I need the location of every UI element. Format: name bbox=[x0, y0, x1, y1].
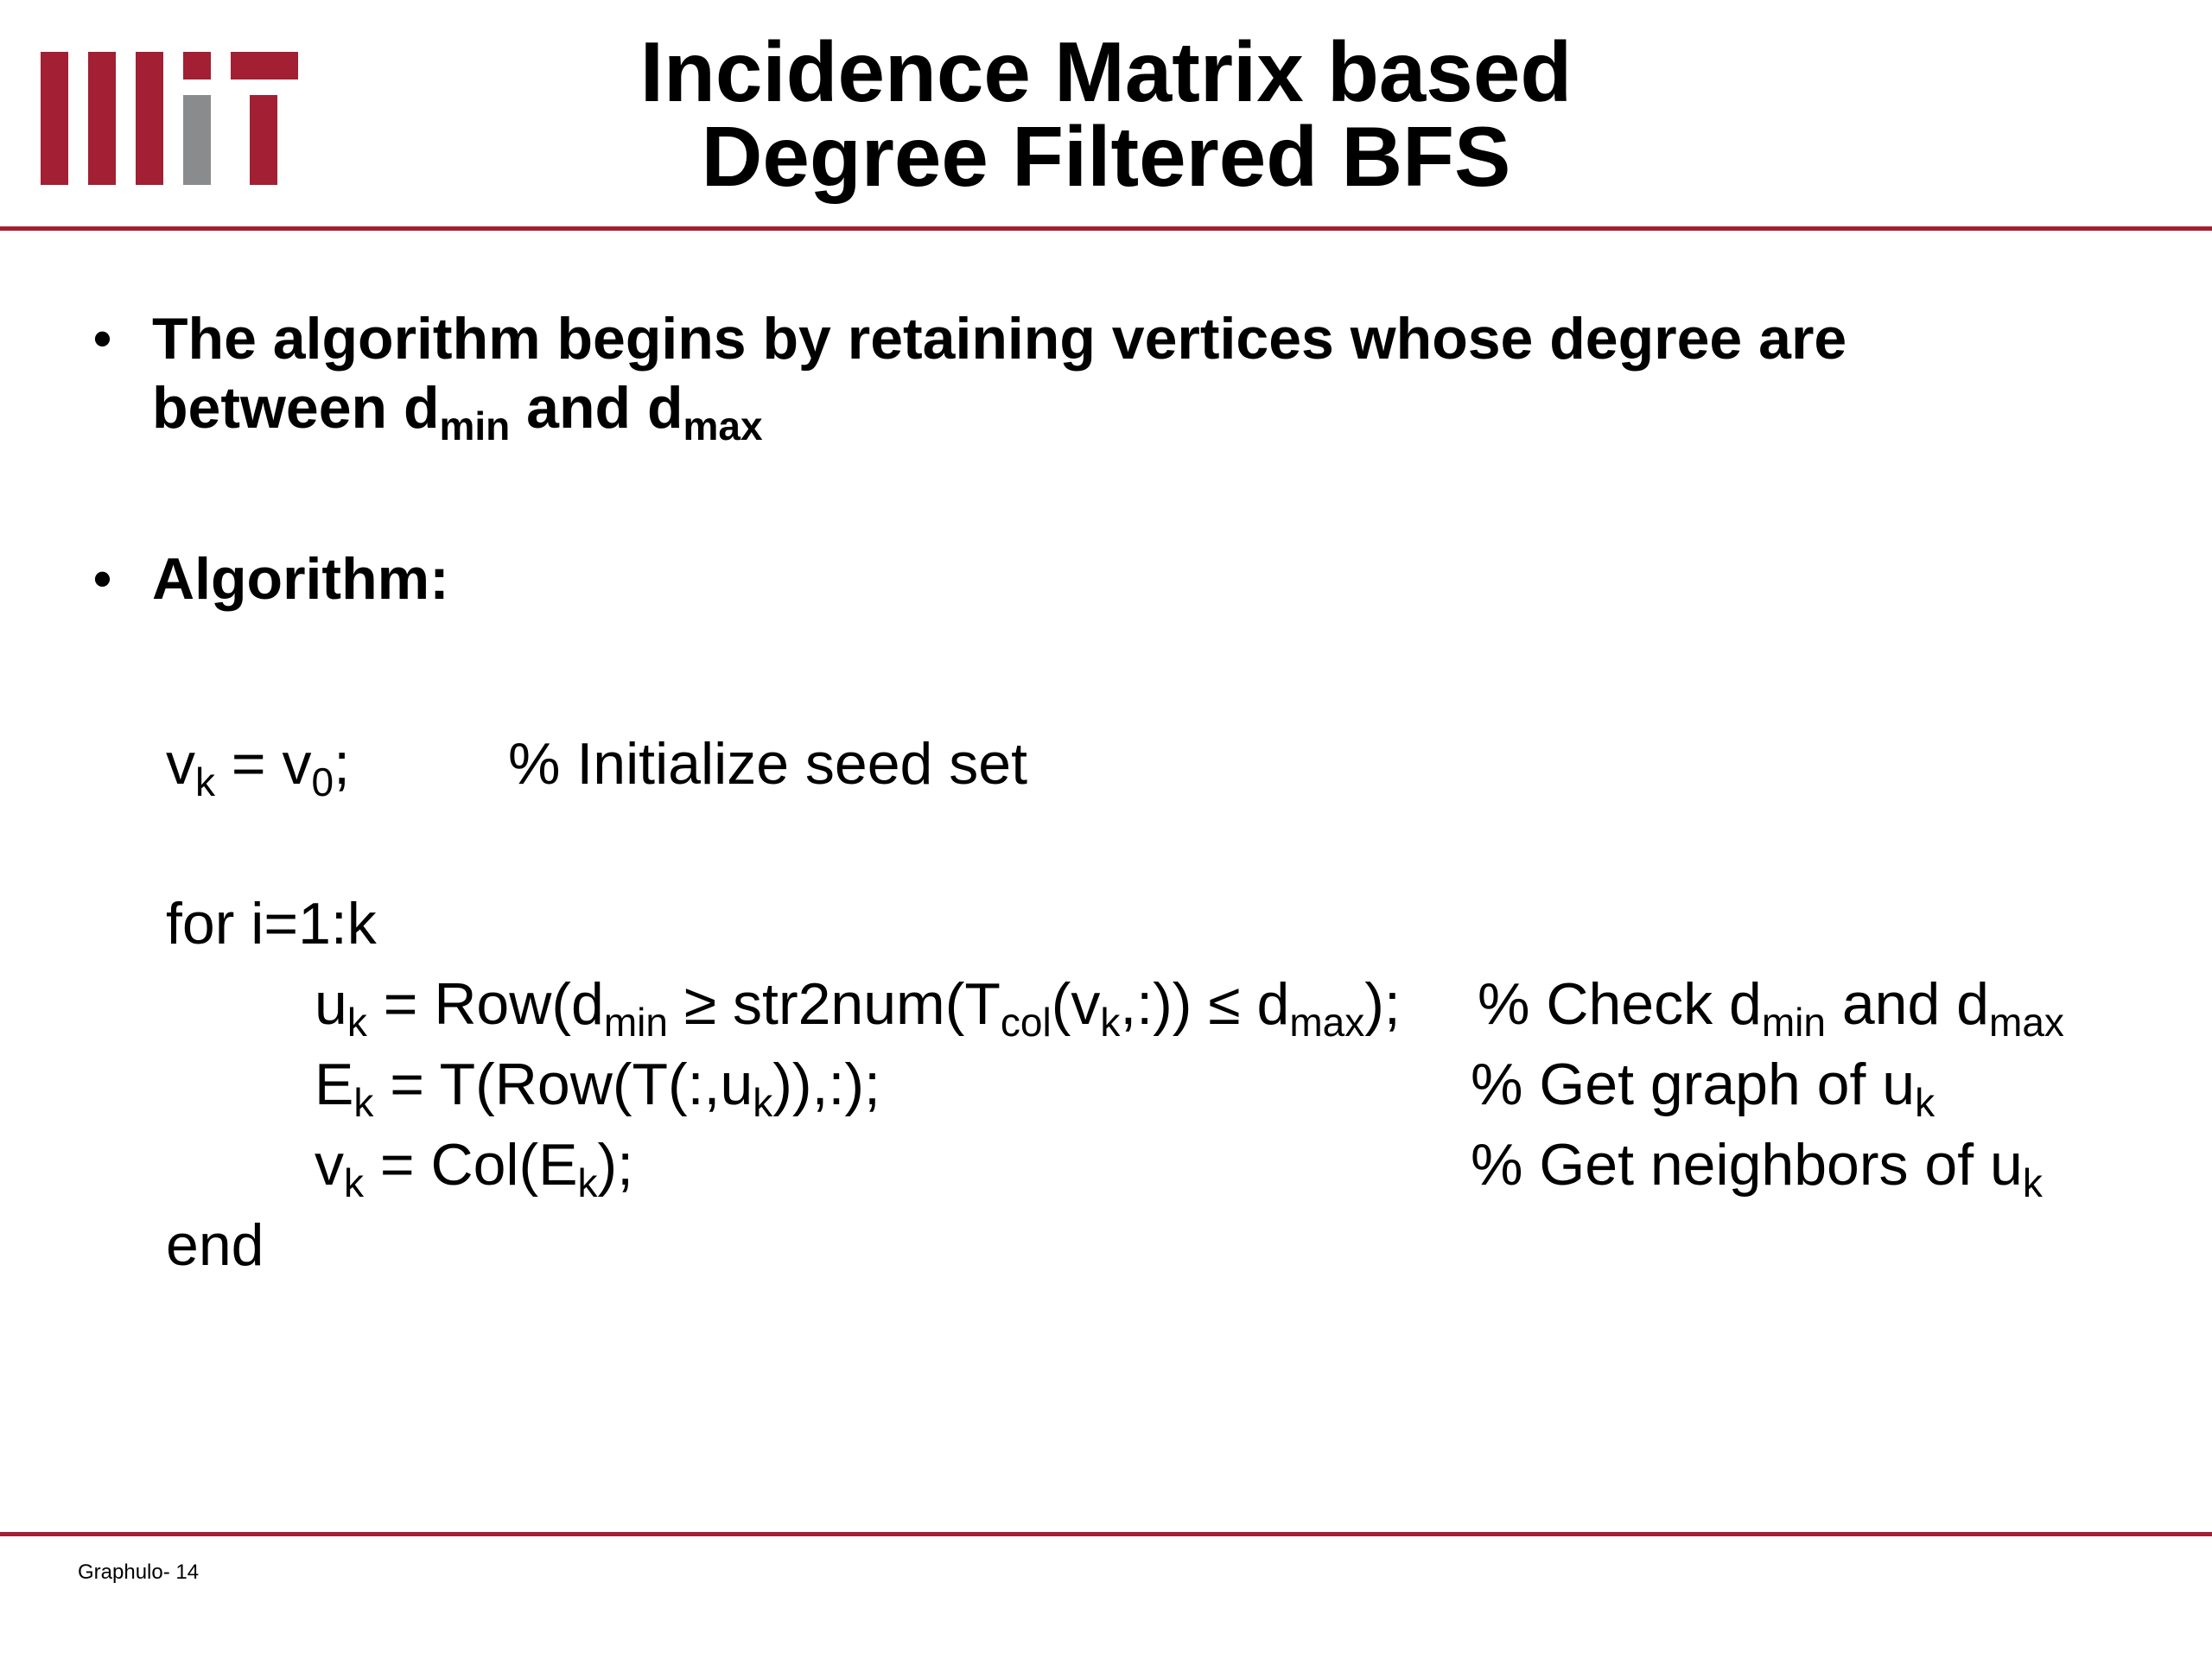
footer-label: Graphulo- 14 bbox=[78, 1560, 200, 1584]
title-line-2: Degree Filtered BFS bbox=[701, 109, 1511, 204]
bullet-marker: • bbox=[93, 550, 112, 607]
bullet-marker: • bbox=[93, 309, 112, 367]
code-line-2-comment: % Get graph of $u_k$ bbox=[1471, 1052, 1936, 1125]
bullet-1-line-1: The algorithm begins by retaining vertices whose degree are bbox=[152, 306, 1847, 372]
code-line-3: $v_k = Col(E_k)$; bbox=[315, 1132, 634, 1205]
header-rule bbox=[0, 226, 2212, 231]
footer-rule bbox=[0, 1532, 2212, 1536]
code-line-2: $E_k$ = $T(Row(T(:,u_k)),:)$; bbox=[315, 1052, 880, 1125]
title-line-1: Incidence Matrix based bbox=[639, 24, 1573, 119]
code-line-1-comment: % Check $d_{min}$ and $d_{max}$ bbox=[1478, 971, 2064, 1045]
code-init-comment: % Initialize seed set bbox=[508, 731, 1027, 797]
slide-title bbox=[484, 24, 1728, 204]
bullet-2-text: Algorithm: bbox=[152, 546, 449, 612]
mit-logo bbox=[41, 52, 298, 187]
code-line-1: $u_k = Row(d_{min}$ ≥ $str2num(T_{col}(v_k,:)) \le d_{max}$); bbox=[315, 971, 1401, 1045]
code-line-3-comment: % Get neighbors of $u_k$ bbox=[1471, 1132, 2043, 1205]
bullet-1-line-2: between $d_{min}$ and $d_{max}$ bbox=[152, 375, 763, 448]
code-init-line: $v_k = v_0$; bbox=[166, 731, 350, 804]
code-end-line: end bbox=[166, 1212, 264, 1278]
code-for-line: for i=1:k bbox=[166, 891, 377, 957]
